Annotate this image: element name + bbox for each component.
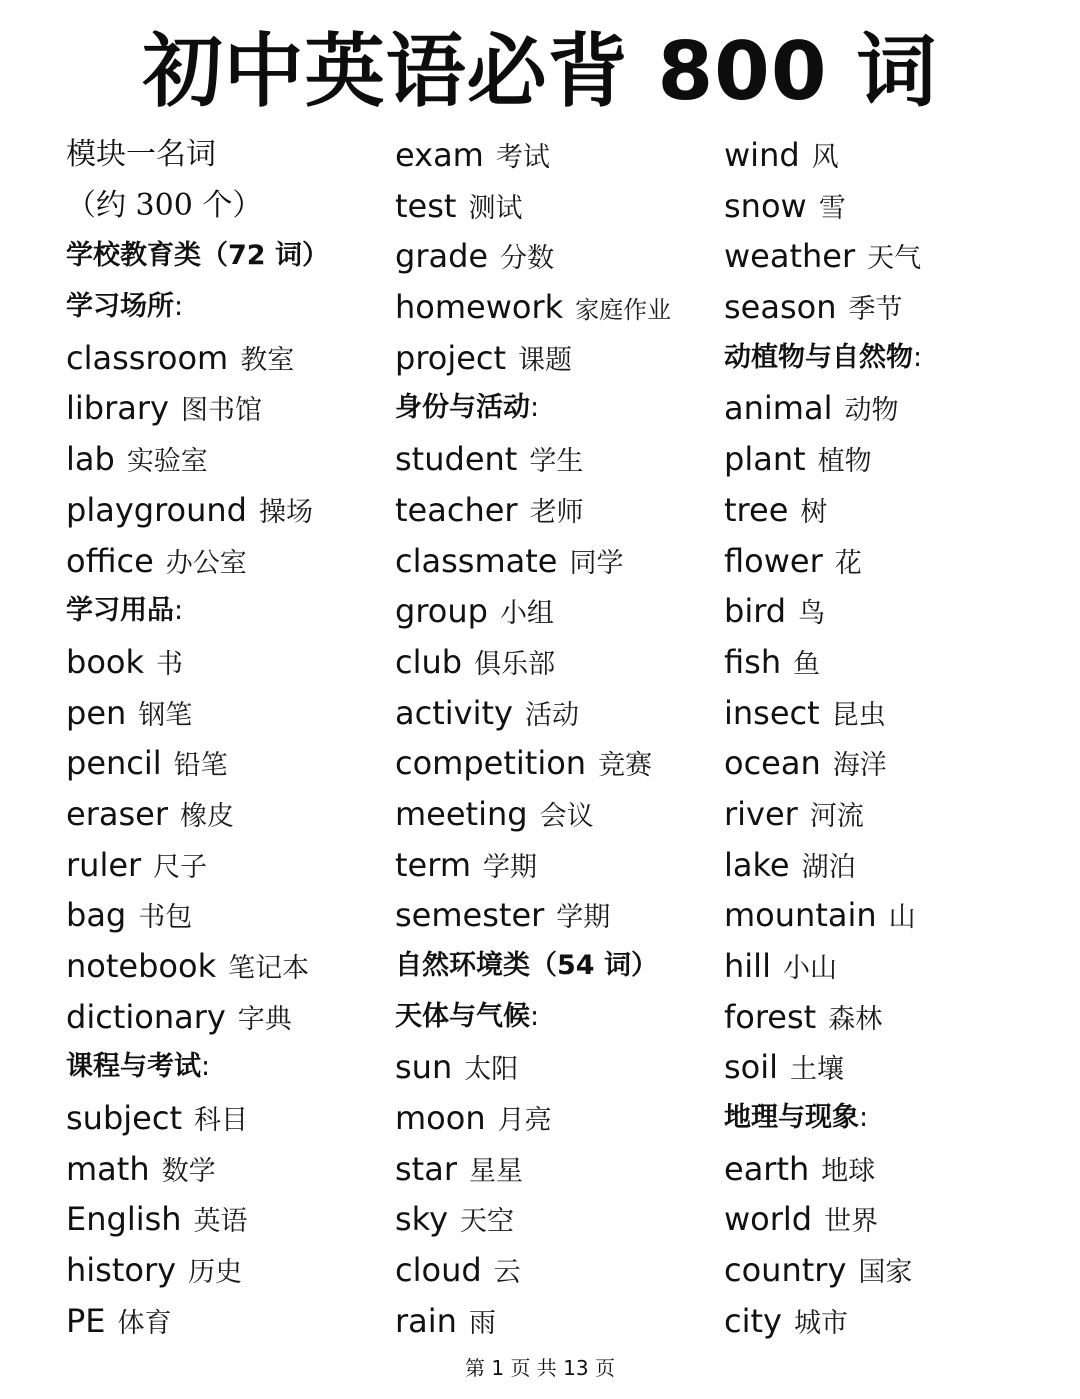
- word-entry: [66, 890, 396, 941]
- page-footer: 第 1 页 共 13 页: [465, 1356, 615, 1380]
- english-word: insect: [724, 693, 820, 732]
- english-word: term: [395, 845, 471, 884]
- page-title: 初中英语必背 800 词: [142, 25, 938, 118]
- english-word: country: [724, 1251, 847, 1290]
- word-entry: [724, 738, 1054, 789]
- english-word: sun: [395, 1048, 453, 1087]
- chinese-meaning: 国家: [858, 1257, 913, 1289]
- english-word: classroom: [66, 338, 229, 377]
- word-entry: [724, 485, 1054, 536]
- chinese-meaning: 植物: [817, 446, 872, 478]
- english-word: meeting: [395, 794, 528, 833]
- category-heading-colon: :: [530, 1000, 540, 1032]
- chinese-meaning: 竞赛: [598, 750, 653, 782]
- word-entry: [66, 789, 396, 840]
- english-word: river: [724, 794, 798, 833]
- word-entry: [66, 1194, 396, 1245]
- chinese-meaning: 山: [888, 902, 916, 934]
- word-entry: [395, 130, 725, 181]
- english-word: homework: [395, 288, 564, 327]
- chinese-meaning: 英语: [193, 1206, 248, 1238]
- chinese-meaning: 数学: [161, 1155, 216, 1187]
- category-heading-colon: :: [174, 291, 184, 323]
- word-entry: [66, 1296, 396, 1347]
- word-entry: [724, 1194, 1054, 1245]
- chinese-meaning: 测试: [468, 192, 523, 224]
- word-entry: [66, 738, 396, 789]
- word-entry: [395, 637, 725, 688]
- english-word: city: [724, 1301, 782, 1340]
- english-word: subject: [66, 1099, 182, 1138]
- chinese-meaning: 体育: [117, 1307, 172, 1339]
- chinese-meaning: 钢笔: [138, 699, 193, 731]
- english-word: ruler: [66, 845, 142, 884]
- word-entry: [395, 738, 725, 789]
- word-entry: [66, 1245, 396, 1296]
- english-word: snow: [724, 186, 807, 225]
- english-word: bird: [724, 592, 787, 631]
- english-word: teacher: [395, 490, 518, 529]
- category-heading: [395, 992, 725, 1043]
- word-entry: [724, 840, 1054, 891]
- chinese-meaning: 实验室: [126, 446, 208, 478]
- category-heading-text: 学习用品: [66, 595, 174, 627]
- word-entry: [66, 536, 396, 587]
- english-word: rain: [395, 1301, 457, 1340]
- chinese-meaning: 教室: [240, 344, 295, 376]
- word-entry: [395, 840, 725, 891]
- word-entry: [66, 333, 396, 384]
- category-heading-text: 地理与现象: [724, 1102, 859, 1134]
- word-column-2: [395, 130, 725, 1347]
- english-word: flower: [724, 541, 823, 580]
- english-word: lab: [66, 440, 115, 479]
- english-word: cloud: [395, 1251, 482, 1290]
- chinese-meaning: 小组: [499, 598, 554, 630]
- category-heading-text: 学习场所: [66, 291, 174, 323]
- chinese-meaning: 鱼: [793, 648, 821, 680]
- word-entry: [395, 231, 725, 282]
- english-word: math: [66, 1149, 150, 1188]
- chinese-meaning: 同学: [569, 547, 624, 579]
- word-entry: [395, 586, 725, 637]
- chinese-meaning: 操场: [258, 496, 313, 528]
- english-word: dictionary: [66, 997, 226, 1036]
- category-heading: [724, 333, 1054, 384]
- chinese-meaning: 活动: [524, 699, 579, 731]
- chinese-meaning: 地球: [821, 1155, 876, 1187]
- category-heading: [66, 231, 396, 282]
- english-word: weather: [724, 237, 856, 276]
- category-heading-colon: :: [859, 1102, 869, 1134]
- word-entry: [724, 181, 1054, 232]
- english-word: group: [395, 592, 488, 631]
- word-entry: [395, 1245, 725, 1296]
- category-heading-colon: :: [174, 595, 184, 627]
- word-entry: [395, 688, 725, 739]
- word-entry: [724, 586, 1054, 637]
- english-word: book: [66, 642, 144, 681]
- english-word: tree: [724, 490, 789, 529]
- english-word: test: [395, 186, 457, 225]
- word-entry: [724, 688, 1054, 739]
- chinese-meaning: 花: [834, 547, 862, 579]
- english-word: star: [395, 1149, 457, 1188]
- word-entry: [724, 130, 1054, 181]
- word-entry: [724, 941, 1054, 992]
- category-heading: [66, 282, 396, 333]
- category-heading-text: 学校教育类（72 词）: [66, 240, 329, 272]
- chinese-meaning: 考试: [495, 142, 550, 173]
- english-word: plant: [724, 440, 806, 479]
- category-heading-colon: :: [530, 392, 540, 424]
- chinese-meaning: 笔记本: [228, 953, 310, 984]
- word-entry: [66, 1093, 396, 1144]
- english-word: bag: [66, 896, 127, 935]
- chinese-meaning: 雪: [818, 192, 846, 224]
- english-word: fish: [724, 642, 782, 681]
- english-word: activity: [395, 693, 513, 732]
- chinese-meaning: 家庭作业: [575, 296, 672, 325]
- english-word: library: [66, 389, 169, 428]
- word-entry: [66, 1144, 396, 1195]
- word-entry: [724, 434, 1054, 485]
- english-word: animal: [724, 389, 833, 428]
- word-entry: [395, 890, 725, 941]
- chinese-meaning: 雨: [468, 1307, 496, 1339]
- category-heading-text: 动植物与自然物: [724, 341, 913, 373]
- word-entry: [395, 1093, 725, 1144]
- english-word: playground: [66, 490, 247, 529]
- word-entry: [66, 637, 396, 688]
- english-word: project: [395, 338, 507, 377]
- chinese-meaning: 季节: [848, 294, 903, 326]
- english-word: sky: [395, 1200, 448, 1239]
- english-word: PE: [66, 1301, 106, 1340]
- chinese-meaning: 尺子: [153, 851, 208, 883]
- chinese-meaning: 土壤: [790, 1054, 845, 1086]
- chinese-meaning: 太阳: [464, 1054, 519, 1086]
- word-entry: [395, 536, 725, 587]
- chinese-meaning: 树: [800, 496, 828, 528]
- category-heading-text: 身份与活动: [395, 392, 530, 424]
- section-intro: [66, 181, 396, 232]
- chinese-meaning: 历史: [188, 1257, 243, 1289]
- chinese-meaning: 图书馆: [180, 395, 262, 427]
- word-entry: [395, 1296, 725, 1347]
- word-entry: [724, 1144, 1054, 1195]
- word-entry: [724, 231, 1054, 282]
- english-word: wind: [724, 136, 800, 174]
- word-entry: [395, 485, 725, 536]
- word-entry: [395, 1194, 725, 1245]
- chinese-meaning: 俱乐部: [474, 648, 556, 680]
- chinese-meaning: 星星: [468, 1155, 523, 1187]
- category-heading-colon: :: [201, 1051, 211, 1083]
- chinese-meaning: 铅笔: [173, 750, 228, 782]
- word-entry: [66, 383, 396, 434]
- word-entry: [724, 1296, 1054, 1347]
- chinese-meaning: 老师: [529, 496, 584, 528]
- word-entry: [395, 789, 725, 840]
- word-entry: [66, 840, 396, 891]
- english-word: office: [66, 541, 154, 580]
- word-entry: [395, 282, 725, 333]
- chinese-meaning: 科目: [193, 1105, 248, 1137]
- english-word: season: [724, 288, 837, 327]
- chinese-meaning: 海洋: [832, 750, 887, 782]
- chinese-meaning: 学生: [529, 446, 584, 478]
- word-entry: [66, 485, 396, 536]
- english-word: lake: [724, 845, 790, 884]
- chinese-meaning: 世界: [824, 1206, 879, 1238]
- word-entry: [724, 1042, 1054, 1093]
- english-word: grade: [395, 237, 489, 276]
- word-entry: [724, 383, 1054, 434]
- word-entry: [724, 282, 1054, 333]
- chinese-meaning: 风: [811, 142, 839, 173]
- chinese-meaning: 课题: [518, 344, 573, 376]
- word-column-1: [66, 130, 396, 1347]
- chinese-meaning: 字典: [237, 1003, 292, 1035]
- english-word: club: [395, 642, 463, 681]
- category-heading: [66, 586, 396, 637]
- english-word: history: [66, 1251, 177, 1290]
- chinese-meaning: 河流: [809, 800, 864, 832]
- chinese-meaning: 学期: [483, 851, 537, 883]
- chinese-meaning: 城市: [793, 1307, 848, 1339]
- word-entry: [395, 1042, 725, 1093]
- word-entry: [724, 890, 1054, 941]
- category-heading-text: 课程与考试: [66, 1051, 201, 1083]
- english-word: moon: [395, 1099, 486, 1138]
- english-word: eraser: [66, 794, 168, 833]
- category-heading: [66, 1042, 396, 1093]
- category-heading: [724, 1093, 1054, 1144]
- english-word: world: [724, 1200, 813, 1239]
- chinese-meaning: 书: [156, 648, 183, 680]
- english-word: pen: [66, 693, 127, 732]
- english-word: English: [66, 1200, 182, 1239]
- chinese-meaning: 月亮: [497, 1105, 552, 1137]
- category-heading: [395, 383, 725, 434]
- chinese-meaning: 会议: [539, 800, 594, 832]
- chinese-meaning: 办公室: [165, 547, 247, 579]
- chinese-meaning: 书包: [138, 902, 193, 934]
- chinese-meaning: 天空: [460, 1206, 514, 1238]
- word-entry: [724, 992, 1054, 1043]
- english-word: earth: [724, 1149, 810, 1188]
- english-word: hill: [724, 947, 771, 985]
- english-word: pencil: [66, 744, 162, 783]
- word-entry: [395, 1144, 725, 1195]
- category-heading-text: 天体与气候: [395, 1000, 530, 1032]
- word-entry: [395, 434, 725, 485]
- chinese-meaning: 云: [493, 1257, 521, 1289]
- word-entry: [724, 789, 1054, 840]
- category-heading-colon: :: [913, 341, 923, 373]
- english-word: semester: [395, 896, 545, 935]
- english-word: ocean: [724, 744, 821, 783]
- word-entry: [66, 941, 396, 992]
- word-entry: [66, 992, 396, 1043]
- english-word: student: [395, 440, 518, 479]
- english-word: soil: [724, 1048, 779, 1087]
- english-word: exam: [395, 136, 484, 174]
- word-column-3: [724, 130, 1054, 1347]
- word-entry: [395, 333, 725, 384]
- section-intro-text: 模块一名词: [66, 137, 216, 172]
- chinese-meaning: 动物: [844, 395, 899, 427]
- word-entry: [724, 637, 1054, 688]
- english-word: competition: [395, 744, 587, 783]
- english-word: forest: [724, 997, 817, 1036]
- chinese-meaning: 分数: [500, 243, 555, 275]
- chinese-meaning: 天气: [867, 243, 922, 275]
- chinese-meaning: 鸟: [798, 598, 826, 630]
- english-word: notebook: [66, 947, 217, 985]
- chinese-meaning: 学期: [556, 902, 611, 934]
- chinese-meaning: 湖泊: [801, 851, 856, 883]
- word-entry: [395, 181, 725, 232]
- word-entry: [724, 536, 1054, 587]
- chinese-meaning: 森林: [828, 1003, 883, 1035]
- section-intro-text: （约 300 个）: [66, 187, 263, 223]
- word-entry: [724, 1245, 1054, 1296]
- category-heading-text: 自然环境类（54 词）: [395, 950, 658, 981]
- english-word: classmate: [395, 541, 558, 580]
- chinese-meaning: 橡皮: [179, 800, 234, 832]
- chinese-meaning: 昆虫: [831, 699, 886, 731]
- section-intro: [66, 130, 396, 181]
- chinese-meaning: 小山: [782, 953, 837, 984]
- word-entry: [66, 688, 396, 739]
- category-heading: [395, 941, 725, 992]
- english-word: mountain: [724, 896, 877, 935]
- word-entry: [66, 434, 396, 485]
